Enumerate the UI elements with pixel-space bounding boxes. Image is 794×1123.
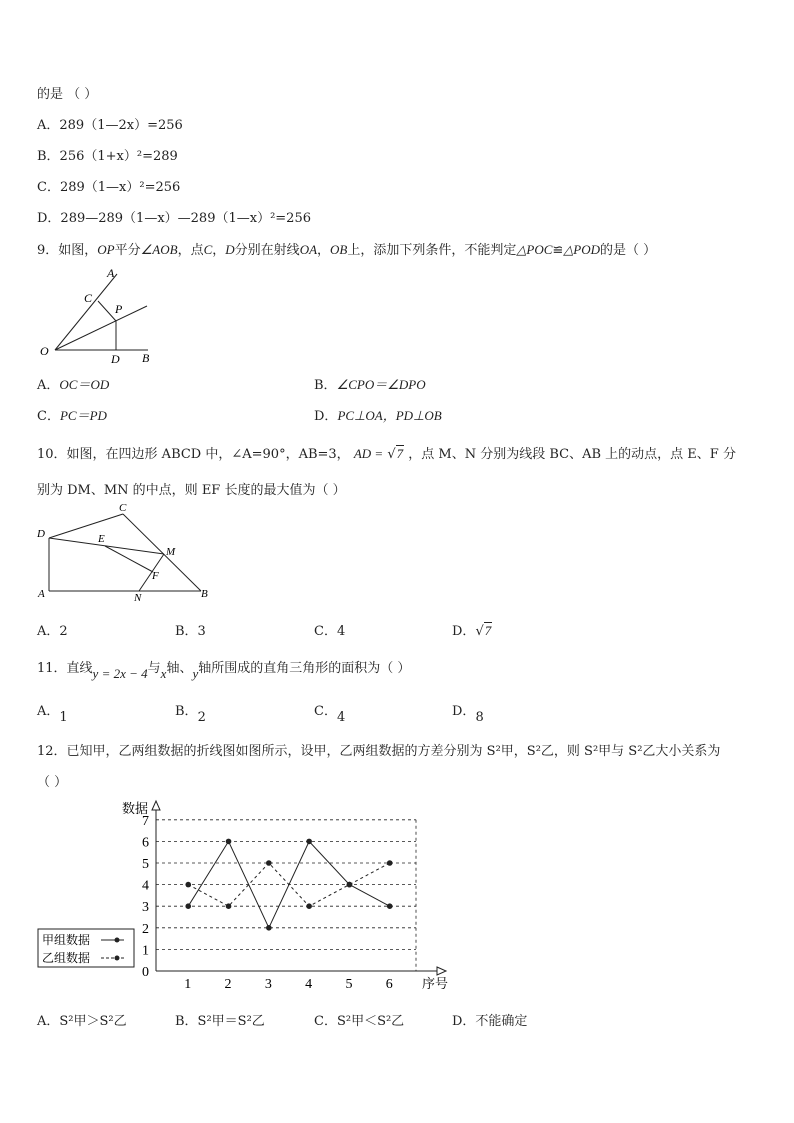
y-tick-label: 4: [142, 878, 149, 894]
x-tick-label: 5: [345, 977, 353, 992]
x-tick-label: 4: [305, 977, 313, 992]
y-tick-label: 0: [142, 965, 149, 980]
q12-line-chart: [34, 795, 459, 995]
series-0-point: [226, 839, 232, 845]
q9-option-a: A．OC＝OD: [37, 377, 110, 393]
q9-label-o: O: [40, 344, 49, 358]
q11-stem: 11．直线y = 2x − 4与x轴、y轴所围成的直角三角形的面积为（ ）: [37, 661, 411, 681]
q12-option-c: C．S²甲＜S²乙: [314, 1014, 405, 1029]
q8-option-c: C．289（1—x）²=256: [37, 180, 181, 195]
q10-figure: [35, 500, 215, 605]
q9-option-c: C．PC＝PD: [37, 408, 107, 424]
q10-label-m: M: [166, 546, 176, 558]
q10-option-a: A．2: [37, 624, 68, 639]
q8-option-a: A．289（1—2x）=256: [37, 118, 183, 133]
q10-label-a: A: [38, 588, 45, 600]
y-tick-label: 7: [142, 813, 149, 829]
q11-option-a: A．1: [37, 704, 68, 725]
x-tick-label: 3: [264, 977, 272, 992]
q12-line2: （ ）: [37, 775, 68, 790]
x-axis-label: 序号: [422, 976, 449, 991]
q9-label-p: P: [115, 302, 123, 316]
q9-label-c: C: [84, 291, 93, 305]
q10-label-e: E: [98, 533, 105, 545]
y-tick-label: 6: [142, 835, 149, 851]
q10-line2: 别为 DM、MN 的中点，则 EF 长度的最大值为（ ）: [37, 483, 346, 498]
series-1-point: [266, 860, 272, 866]
q8-stem-tail: 的是 （ ）: [37, 87, 98, 102]
q10-label-b: B: [201, 588, 208, 600]
q9-figure: [35, 265, 160, 365]
q9-label-b: B: [142, 351, 150, 365]
q10-option-b: B．3: [175, 624, 206, 639]
q10-label-f: F: [152, 570, 159, 582]
y-tick-label: 5: [142, 857, 149, 872]
x-axis-arrow: [437, 967, 446, 975]
x-tick-label: 2: [224, 977, 232, 992]
q8-option-d: D．289—289（1—x）—289（1—x）²=256: [37, 211, 311, 226]
q8-option-b: B．256（1+x）²=289: [37, 149, 178, 164]
q11-option-b: B．2: [175, 704, 206, 725]
y-tick-label: 2: [142, 921, 149, 937]
q10-label-n: N: [134, 592, 142, 604]
series-0-point: [306, 839, 312, 845]
y-tick-label: 3: [142, 900, 149, 916]
series-1-point: [347, 882, 353, 888]
series-1-point: [226, 903, 232, 909]
series-0-point: [266, 925, 272, 931]
chart-ticks: [142, 814, 393, 992]
q9-option-d: D．PC⊥OA，PD⊥OB: [314, 408, 442, 424]
series-1-point: [185, 882, 191, 888]
q10-line1: 10．如图，在四边形 ABCD 中，∠A=90°，AB=3， AD = √7 ，点 M、N 分别为线段 BC、AB 上的动点，点 E、F 分: [37, 446, 736, 462]
q9-option-b: B．∠CPO＝∠DPO: [314, 377, 426, 393]
y-axis-arrow: [152, 801, 160, 810]
sqrt-symbol: √7: [387, 446, 404, 462]
chart-axes: [152, 801, 446, 975]
q11-option-c: C．4: [314, 704, 346, 725]
q9-stem: 9．如图，OP平分∠AOB，点C，D分别在射线OA，OB上，添加下列条件，不能判定△POC≌△POD的是（ ）: [37, 242, 657, 258]
y-tick-label: 1: [142, 943, 149, 959]
q12-option-b: B．S²甲＝S²乙: [175, 1014, 265, 1029]
series-1-point: [387, 860, 393, 866]
x-tick-label: 6: [385, 977, 393, 992]
q10-label-c: C: [119, 502, 127, 514]
series-0-point: [387, 903, 393, 909]
q12-option-a: A．S²甲＞S²乙: [37, 1014, 127, 1029]
q10-option-d: D．√7: [452, 623, 492, 639]
chart-legend: [38, 929, 134, 967]
y-axis-label: 数据: [122, 801, 149, 816]
series-1-point: [306, 903, 312, 909]
q12-option-d: D．不能确定: [452, 1014, 528, 1029]
q10-label-d: D: [37, 528, 45, 540]
legend-yi: 乙组数据: [42, 951, 91, 965]
legend-jia: 甲组数据: [42, 933, 91, 947]
q9-label-d: D: [111, 352, 120, 365]
q10-option-c: C．4: [314, 624, 346, 639]
q12-line1: 12．已知甲，乙两组数据的折线图如图所示，设甲，乙两组数据的方差分别为 S²甲，S²乙，则 S²甲与 S²乙大小关系为: [37, 744, 721, 759]
series-0-point: [185, 903, 191, 909]
q9-label-a: A: [107, 266, 115, 280]
q11-option-d: D．8: [452, 704, 484, 725]
x-tick-label: 1: [184, 977, 192, 992]
